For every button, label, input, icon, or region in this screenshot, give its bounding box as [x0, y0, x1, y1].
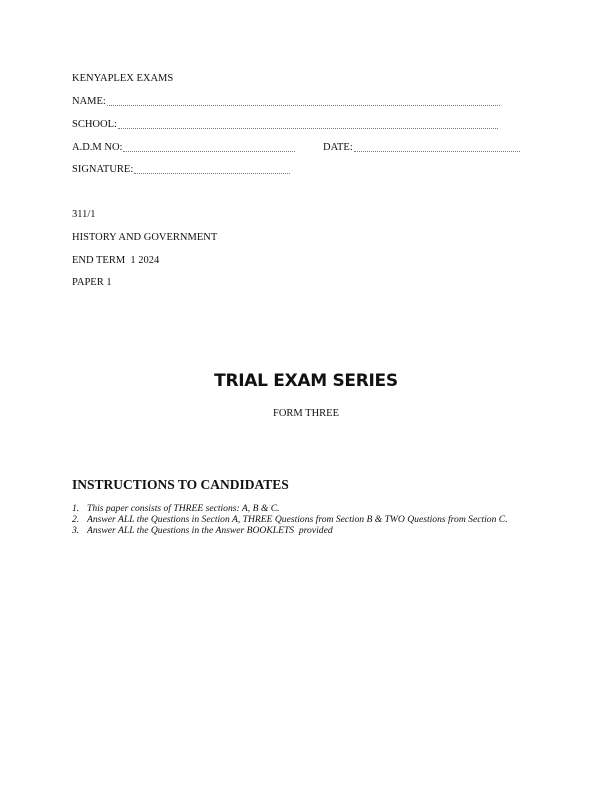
- adm-no-field[interactable]: [72, 142, 295, 154]
- adm-no-blank-line[interactable]: [123, 142, 295, 152]
- paper-number: PAPER 1: [72, 277, 112, 288]
- instruction-item: 2. Answer ALL the Questions in Section A, THREE Questions from Section B & TWO Questions from Section C.: [72, 514, 508, 525]
- exam-term: END TERM 1 2024: [72, 255, 160, 266]
- instruction-item: 1. This paper consists of THREE sections: A, B & C.: [72, 503, 280, 514]
- signature-label: SIGNATURE:: [72, 164, 134, 175]
- exam-body-name: KENYAPLEX EXAMS: [72, 73, 174, 84]
- date-field[interactable]: [323, 142, 520, 154]
- paper-code: 311/1: [72, 209, 96, 220]
- form-level: FORM THREE: [272, 408, 340, 419]
- name-field[interactable]: [72, 96, 500, 108]
- school-label: SCHOOL:: [72, 119, 117, 130]
- signature-blank-line[interactable]: [134, 164, 290, 174]
- page-title: TRIAL EXAM SERIES: [214, 371, 398, 391]
- date-blank-line[interactable]: [354, 142, 520, 152]
- instructions-heading: INSTRUCTIONS TO CANDIDATES: [72, 477, 289, 492]
- signature-field[interactable]: [72, 164, 290, 176]
- school-field[interactable]: [72, 119, 498, 131]
- instructions-list: [72, 503, 542, 536]
- name-blank-line[interactable]: [107, 96, 500, 106]
- name-label: NAME:: [72, 96, 106, 107]
- school-blank-line[interactable]: [118, 119, 498, 129]
- date-label: DATE:: [323, 142, 353, 153]
- instruction-item: 3. Answer ALL the Questions in the Answer BOOKLETS provided: [72, 525, 333, 536]
- subject-name: HISTORY AND GOVERNMENT: [72, 232, 218, 243]
- adm-no-label: A.D.M NO:: [72, 142, 123, 153]
